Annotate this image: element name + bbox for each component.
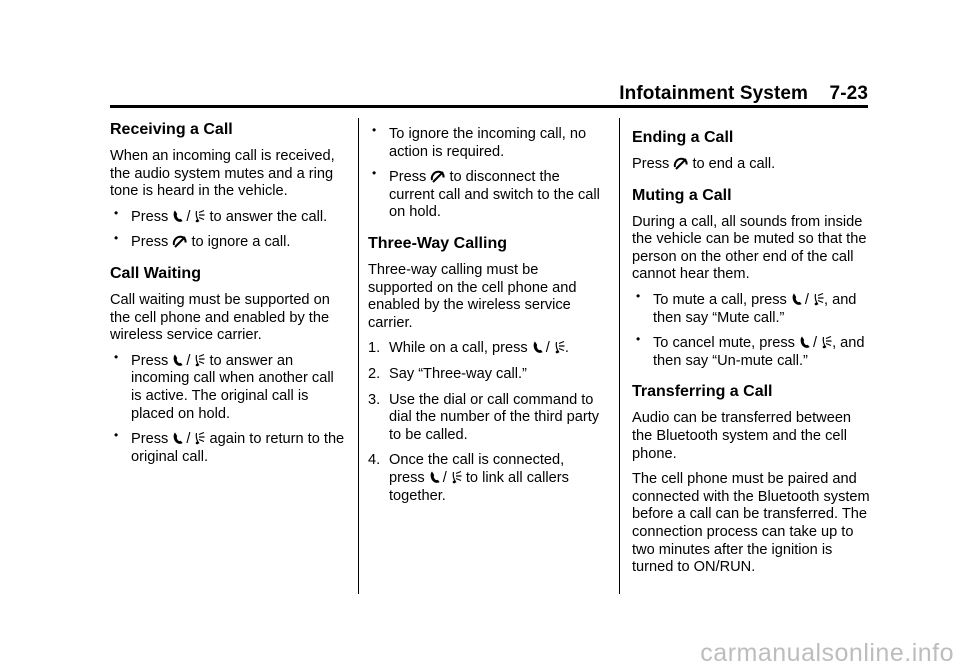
threeway-step-3: 3. Use the dial or call command to dial the number of the third party to be called. — [368, 391, 600, 443]
end-call-icon — [430, 170, 445, 183]
end-call-icon — [172, 235, 187, 248]
threeway-step-4: 4. Once the call is connected, press / to link all callers together. — [368, 452, 569, 504]
disconnect-bullet: • Press to disconnect the current call and switch to the call on hold. — [368, 169, 606, 222]
page-title: Infotainment System 7-23 — [619, 83, 868, 104]
heading-muting-a-call: Muting a Call — [632, 186, 732, 204]
waiting-intro: Call waiting must be supported on the cell phone and enabled by the wireless service carrier. — [110, 291, 330, 344]
threeway-intro: Three-way calling must be supported on the cell phone and enabled by the wireless service carrier. — [368, 261, 577, 331]
push-to-talk-icon — [192, 431, 205, 445]
phone-call-icon — [172, 431, 184, 445]
receiving-intro: When an incoming call is received, the audio system mutes and a ring tone is heard in the vehicle. — [110, 148, 335, 200]
push-to-talk-icon — [192, 209, 205, 223]
phone-call-icon — [791, 292, 803, 306]
muting-intro: During a call, all sounds from inside the vehicle can be muted so that the person on the other end of the call cannot hear them. — [632, 213, 867, 283]
end-call-icon — [673, 157, 688, 170]
column-1 — [110, 120, 346, 474]
heading-ending-a-call: Ending a Call — [632, 129, 734, 146]
push-to-talk-icon — [819, 335, 832, 349]
threeway-step-2: 2. Say “Three-way call.” — [368, 365, 527, 382]
phone-call-icon — [172, 209, 184, 223]
waiting-bullet-answer: • Press / to answer an incoming call when another call is active. The original call is placed on hold. — [110, 353, 346, 423]
watermark: carmanualsonline.info — [700, 639, 954, 667]
phone-call-icon — [172, 353, 184, 367]
column-divider-1 — [358, 118, 359, 594]
heading-call-waiting: Call Waiting — [110, 264, 201, 282]
unmute-bullet: • To cancel mute, press / , and then say “Un-mute call.” — [632, 335, 872, 370]
phone-call-icon — [532, 340, 544, 354]
waiting-bullet-return: • Press / again to return to the original call. — [110, 431, 346, 466]
header-rule — [110, 105, 868, 108]
receiving-bullet-ignore: • Press to ignore a call. — [110, 234, 346, 252]
page-header — [110, 80, 868, 106]
column-2 — [368, 126, 606, 513]
phone-call-icon — [799, 335, 811, 349]
heading-transferring-a-call: Transferring a Call — [632, 383, 773, 401]
push-to-talk-icon — [552, 340, 565, 354]
heading-receiving-a-call: Receiving a Call — [110, 121, 233, 138]
phone-call-icon — [429, 470, 441, 484]
column-3 — [632, 128, 872, 585]
push-to-talk-icon — [449, 470, 462, 484]
heading-three-way-calling: Three-Way Calling — [368, 234, 507, 252]
mute-bullet: • To mute a call, press / , and then say “Mute call.” — [632, 292, 872, 327]
receiving-bullet-answer: • Press / to answer the call. — [110, 209, 346, 227]
push-to-talk-icon — [192, 353, 205, 367]
column-divider-2 — [619, 118, 620, 594]
ending-text: Press to end a call. — [632, 156, 776, 172]
transferring-p2: The cell phone must be paired and connected with the Bluetooth system before a call can be transferred. The connection process can take up to two minutes after the ignition is turned to ON/RUN. — [632, 471, 870, 576]
transferring-p1: Audio can be transferred between the Bluetooth system and the cell phone. — [632, 410, 852, 462]
threeway-step-1: 1. While on a call, press / . — [368, 340, 569, 357]
push-to-talk-icon — [811, 292, 824, 306]
ignore-bullet: • To ignore the incoming call, no action is required. — [368, 126, 606, 161]
